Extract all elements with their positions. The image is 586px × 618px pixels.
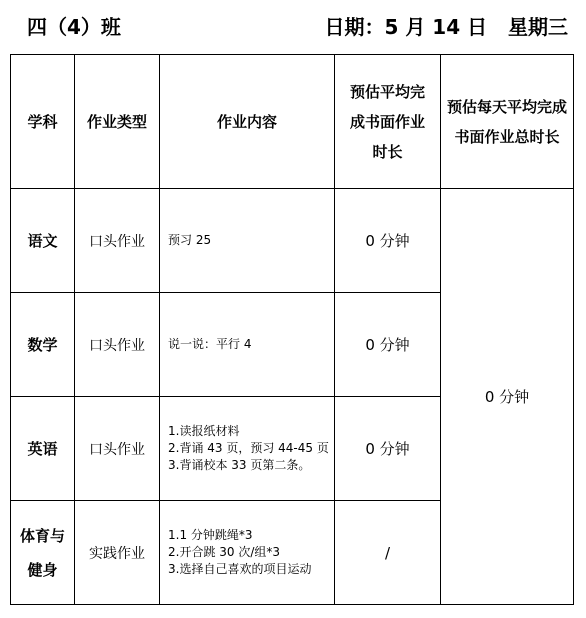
subject-line: 健身: [27, 560, 58, 579]
page-header: [0, 8, 586, 42]
header-row: [11, 55, 574, 189]
subject-line: 体育与: [19, 526, 65, 545]
col-header-total-time-line: 预估每天平均完成: [446, 97, 567, 116]
content-cell: [160, 189, 335, 293]
type-cell: 口头作业: [75, 189, 160, 293]
col-header-content: 作业内容: [160, 55, 335, 189]
table-row: [11, 189, 574, 293]
subject-line: 英语: [27, 439, 58, 458]
content-line: 3.背诵校本 33 页第二条。: [168, 458, 311, 472]
content-cell: [160, 501, 335, 605]
col-header-total-time-line: 书面作业总时长: [454, 127, 560, 146]
subject-line: 语文: [27, 231, 58, 250]
subject-cell: [11, 189, 75, 293]
subject-cell: [11, 293, 75, 397]
total-time-cell: 0 分钟: [441, 189, 574, 605]
time-cell: 0 分钟: [335, 293, 441, 397]
subject-line: 数学: [27, 335, 58, 354]
content-line: 3.选择自己喜欢的项目运动: [168, 562, 312, 576]
col-header-avg-time-line: 成书面作业: [349, 112, 425, 131]
col-header-total-time: [441, 55, 574, 189]
date-line: [324, 11, 568, 40]
time-cell: 0 分钟: [335, 397, 441, 501]
homework-table: [10, 54, 574, 605]
time-cell: 0 分钟: [335, 189, 441, 293]
content-line: 2.背诵 43 页，预习 44-45 页: [168, 441, 329, 455]
subject-cell: [11, 397, 75, 501]
content-cell: [160, 293, 335, 397]
type-cell: 口头作业: [75, 397, 160, 501]
time-cell: /: [335, 501, 441, 605]
content-line: 说一说：平行 4: [168, 337, 252, 351]
date-text: 日期：5 月 14 日: [324, 15, 488, 39]
col-header-avg-time: [335, 55, 441, 189]
content-line: 1.1 分钟跳绳*3: [168, 528, 253, 542]
content-line: 1.读报纸材料: [168, 424, 240, 438]
col-header-type: 作业类型: [75, 55, 160, 189]
subject-cell: [11, 501, 75, 605]
col-header-avg-time-line: 预估平均完: [349, 82, 425, 101]
col-header-subject: 学科: [11, 55, 75, 189]
content-line: 2.开合跳 30 次/组*3: [168, 545, 281, 559]
col-header-avg-time-line: 时长: [372, 142, 403, 161]
weekday-text: 星期三: [508, 15, 568, 39]
content-line: 预习 25: [168, 233, 212, 247]
class-title: 四（4）班: [27, 15, 121, 39]
type-cell: 口头作业: [75, 293, 160, 397]
content-cell: [160, 397, 335, 501]
type-cell: 实践作业: [75, 501, 160, 605]
